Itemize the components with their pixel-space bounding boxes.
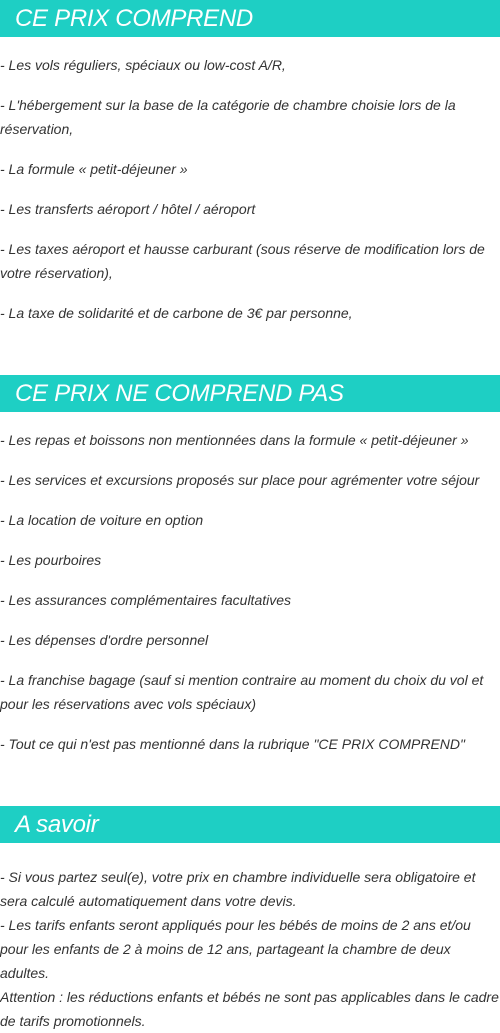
- list-item: - La formule « petit-déjeuner »: [0, 161, 188, 177]
- not-included-list: [0, 428, 500, 756]
- not-included-section: [0, 375, 500, 772]
- list-item: - Les repas et boissons non mentionnées dans la formule « petit-déjeuner »: [0, 432, 469, 448]
- good-to-know-list: [0, 865, 500, 1033]
- good-to-know-title: A savoir: [0, 806, 500, 843]
- good-to-know-section: [0, 806, 500, 1033]
- list-item: - Tout ce qui n'est pas mentionné dans la rubrique "CE PRIX COMPREND": [0, 736, 465, 752]
- list-item: - Les tarifs enfants seront appliqués pour les bébés de moins de 2 ans et/ou pour les enfants de 2 à moins de 12 ans, partageant la chambre de deux adultes.: [0, 917, 471, 981]
- included-list: [0, 53, 500, 325]
- list-item: - Les transferts aéroport / hôtel / aéroport: [0, 201, 256, 217]
- list-item: - La franchise bagage (sauf si mention contraire au moment du choix du vol et pour les réservations avec vols spéciaux): [0, 672, 484, 712]
- list-item: - La location de voiture en option: [0, 512, 204, 528]
- list-item: - La taxe de solidarité et de carbone de 3€ par personne,: [0, 305, 353, 321]
- list-item: - Les vols réguliers, spéciaux ou low-cost A/R,: [0, 57, 286, 73]
- list-item: - Si vous partez seul(e), votre prix en chambre individuelle sera obligatoire et sera calculé automatiquement dans votre devis.: [0, 869, 476, 909]
- attention-note: Attention : les réductions enfants et bébés ne sont pas applicables dans le cadre de tarifs promotionnels.: [0, 989, 499, 1029]
- list-item: - Les assurances complémentaires facultatives: [0, 592, 292, 608]
- list-item: - L'hébergement sur la base de la catégorie de chambre choisie lors de la réservation,: [0, 97, 456, 137]
- list-item: - Les taxes aéroport et hausse carburant (sous réserve de modification lors de votre réservation),: [0, 241, 485, 281]
- included-title: CE PRIX COMPREND: [0, 0, 500, 37]
- included-section: [0, 0, 500, 341]
- list-item: - Les services et excursions proposés sur place pour agrémenter votre séjour: [0, 472, 480, 488]
- not-included-title: CE PRIX NE COMPREND PAS: [0, 375, 500, 412]
- list-item: - Les dépenses d'ordre personnel: [0, 632, 209, 648]
- list-item: - Les pourboires: [0, 552, 102, 568]
